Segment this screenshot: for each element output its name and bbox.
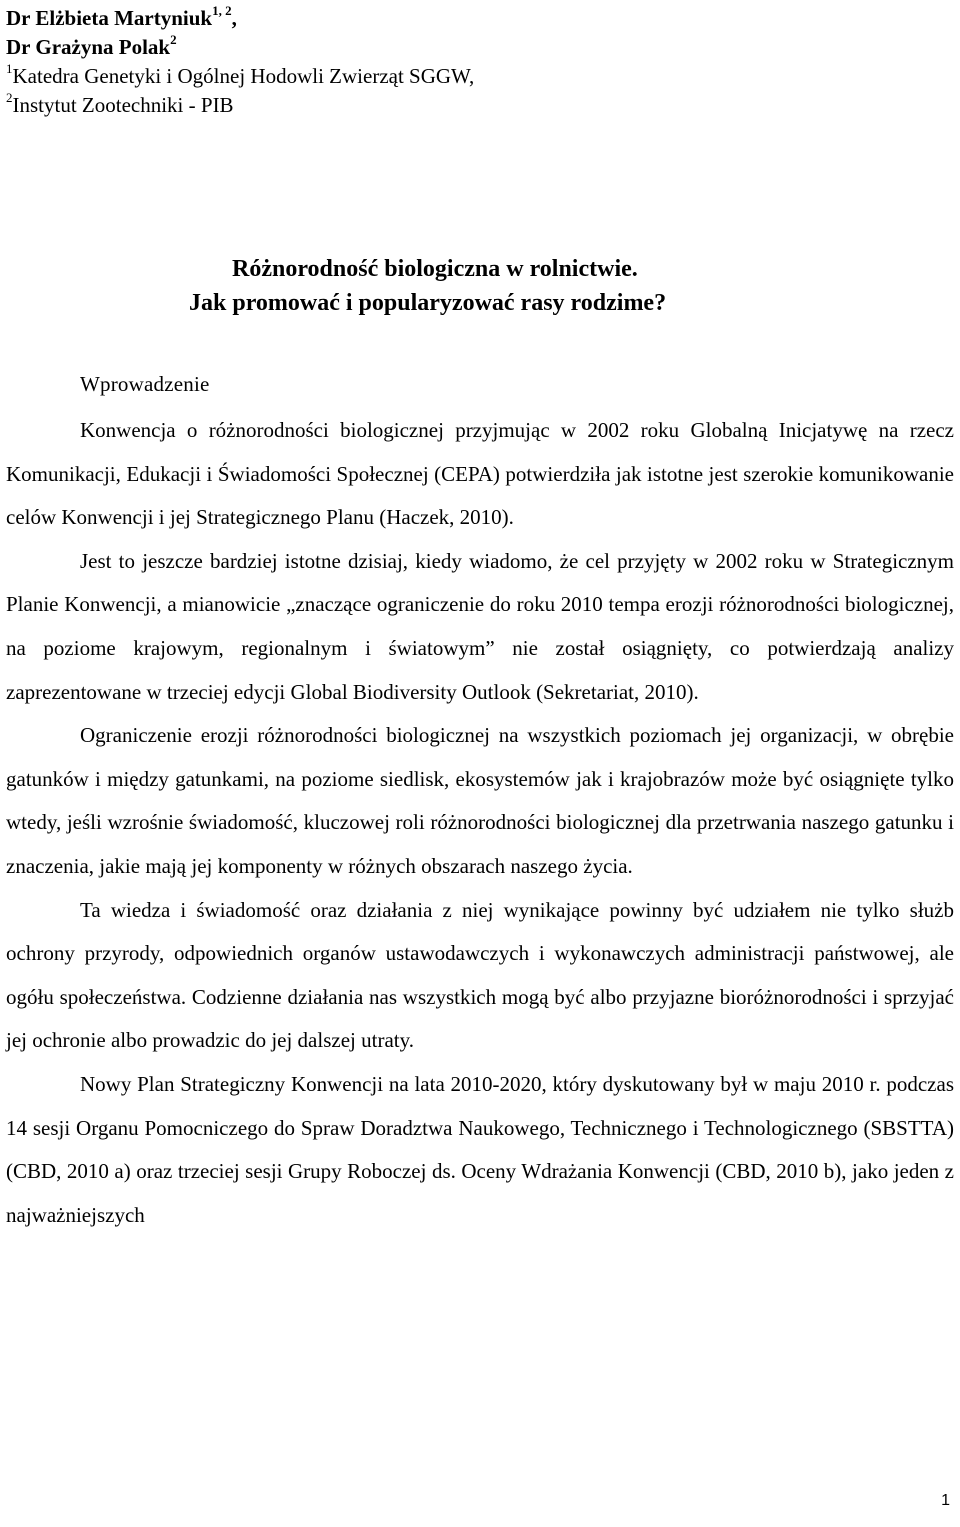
author-1-separator: ,: [231, 6, 237, 30]
affiliation-2: [6, 91, 906, 120]
page-number: 1: [941, 1492, 950, 1509]
affiliation-1-text: Katedra Genetyki i Ogólnej Hodowli Zwierząt SGGW,: [12, 64, 475, 88]
author-1-affiliation-mark: 1, 2: [212, 3, 232, 18]
author-block: [6, 4, 906, 120]
document-title: [0, 252, 960, 320]
body-text: [6, 409, 954, 1237]
affiliation-2-mark: 2: [6, 90, 13, 105]
author-2-affiliation-mark: 2: [170, 32, 177, 47]
paragraph-5: Nowy Plan Strategiczny Konwencji na lata 2010-2020, który dyskutowany był w maju 2010 r. podczas 14 sesji Organu Pomocniczego do Spraw Doradztwa Naukowego, Technicznego i Technologicznego (SBSTTA) (CBD, 2010 a) oraz trzeciej sesji Grupy Roboczej ds. Oceny Wdrażania Konwencji (CBD, 2010 b), jako jeden z najważniejszych: [6, 1071, 954, 1227]
author-2-name: Dr Grażyna Polak: [6, 35, 171, 59]
affiliation-2-text: Instytut Zootechniki - PIB: [12, 93, 234, 117]
paragraph-4: Ta wiedza i świadomość oraz działania z niej wynikające powinny być udziałem nie tylko służb ochrony przyrody, odpowiednich organów ustawodawczych i wykonawczych administracji państwowej, ale ogółu społeczeństwa. Codzienne działania nas wszystkich mogą być albo przyjazne bioróżnorodności i sprzyjać jej ochronie albo prowadzic do jej dalszej utraty.: [6, 897, 954, 1053]
paragraph-2: Jest to jeszcze bardziej istotne dzisiaj, kiedy wiadomo, że cel przyjęty w 2002 roku w Strategicznym Planie Konwencji, a mianowicie „znaczące ograniczenie do roku 2010 tempa erozji różnorodności biologicznej, na poziome krajowym, regionalnym i światowym” nie został osiągnięty, co potwierdzają analizy zaprezentowane w trzeciej edycji Global Biodiversity Outlook (Sekretariat, 2010).: [6, 548, 954, 704]
author-2: [6, 33, 906, 62]
section-heading: Wprowadzenie: [80, 372, 210, 396]
title-line-2: Jak promować i popularyzować rasy rodzime?: [189, 290, 667, 316]
affiliation-1: [6, 62, 906, 91]
paragraph-3: Ograniczenie erozji różnorodności biologicznej na wszystkich poziomach jej organizacji, w obrębie gatunków i między gatunkami, na poziome siedlisk, ekosystemów jak i krajobrazów może być osiągnięte tylko wtedy, jeśli wzrośnie świadomość, kluczowej roli różnorodności biologicznej dla przetrwania naszego gatunku i znaczenia, jakie mają jej komponenty w różnych obszarach naszego życia.: [6, 723, 954, 878]
affiliation-1-mark: 1: [6, 61, 13, 76]
author-1: [6, 4, 906, 33]
title-line-1: Różnorodność biologiczna w rolnictwie.: [232, 256, 638, 282]
author-1-name: Dr Elżbieta Martyniuk: [6, 6, 213, 30]
paragraph-1: Konwencja o różnorodności biologicznej przyjmując w 2002 roku Globalną Inicjatywę na rzecz Komunikacji, Edukacji i Świadomości Społecznej (CEPA) potwierdziła jak istotne jest szerokie komunikowanie celów Konwencji i jej Strategicznego Planu (Haczek, 2010).: [6, 418, 954, 530]
